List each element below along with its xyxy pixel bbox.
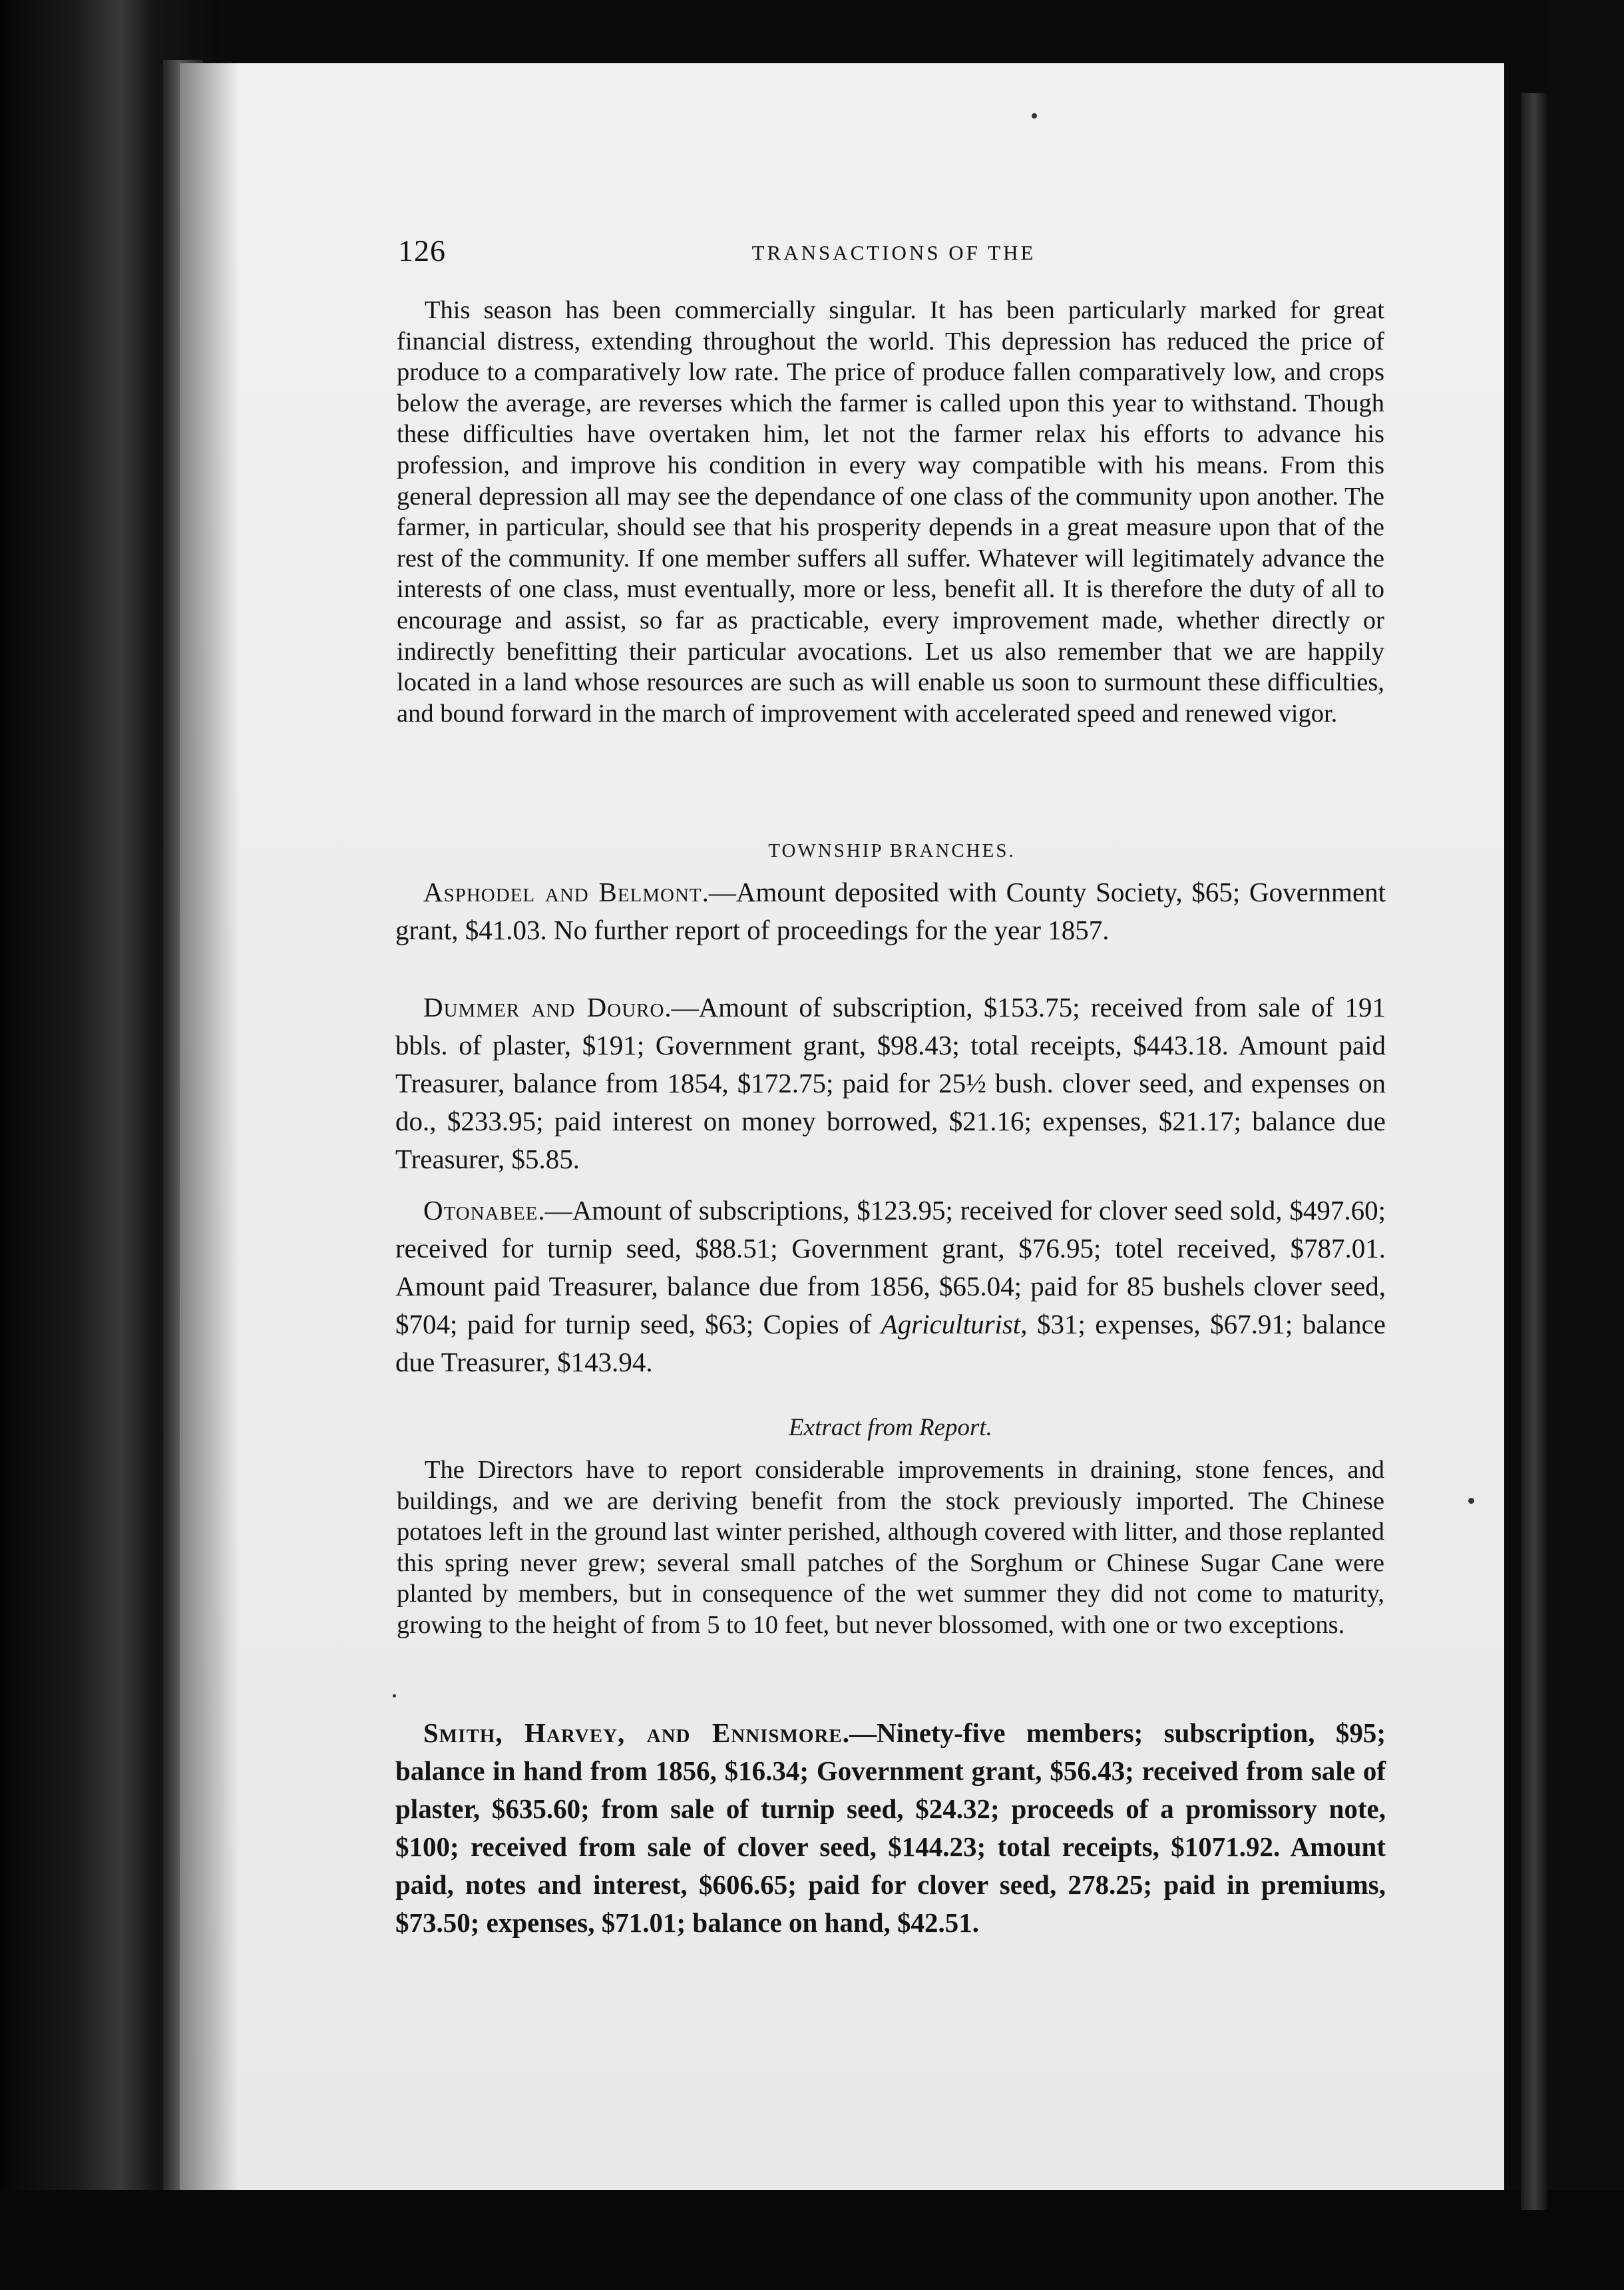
extract-paragraph: The Directors have to report considerable improvements in draining, stone fences, and buildings, and we are deriving benefit from the stock previously imported. The Chinese potatoes left in the ground last winter perished, although covered with litter, and those replanted this spring never grew; several small patches of the Sorghum or Chinese Sugar Cane were planted by members, but in consequence of the wet summer they did not come to maturity, growing to the height of from 5 to 10 feet, but never blossomed, with one or two exceptions. — [397, 1456, 1384, 1639]
entry-otonabee — [395, 1192, 1386, 1381]
entry-text: .—Ninety-five members; subscription, $95; balance in hand from 1856, $16.34; Government grant, $56.43; received from sale of plaster, $635.60; from sale of turnip seed, $24.32; proceeds of a promissory note, $100; received from sale of clover seed, $144.23; total receipts, $1071.92. Amount paid, notes and interest, $606.65; paid for clover seed, 278.25; paid in premiums, $73.50; expenses, $71.01; balance on hand, $42.51. — [395, 1718, 1386, 1938]
extract-heading: Extract from Report. — [789, 1414, 992, 1441]
entry-text-end: $31; expenses, $67.91; balance due Treasurer, $143.94. — [395, 1309, 1386, 1377]
entry-name: Dummer and Douro — [423, 992, 665, 1023]
entry-text: .—Amount of subscriptions, $123.95; received for clover seed sold, $497.60; received for turnip seed, $88.51; Government grant, $76.95; totel received, $787.01. Amount paid Treasurer, balance due from 1856, $65.04; paid for 85 bushels clover seed, $704; paid for turnip seed, $63; Copies of — [395, 1195, 1386, 1339]
entry-name: Smith, Harvey, and Ennismore — [423, 1718, 843, 1748]
page-right-gutter — [1521, 93, 1547, 2210]
entry-text: .—Amount of subscription, $153.75; received from sale of 191 bbls. of plaster, $191; Government grant, $98.43; total receipts, $443.18. Amount paid Treasurer, balance from 1854, $172.75; paid for 25½ bush. clover seed, and expenses on do., $233.95; paid interest on money borrowed, $21.16; expenses, $21.17; balance due Treasurer, $5.85. — [395, 992, 1386, 1174]
entry-asphodel-belmont — [395, 873, 1386, 949]
entry-smith-harvey-ennismore — [395, 1714, 1386, 1942]
film-speck — [393, 1694, 396, 1698]
entry-text: .—Amount deposited with County Society, $65; Government grant, $41.03. No further report of proceedings for the year 1857. — [395, 877, 1386, 945]
microfilm-right-border — [1547, 0, 1624, 2290]
entry-dummer-douro — [395, 989, 1386, 1178]
running-title: TRANSACTIONS OF THE — [751, 241, 1036, 264]
film-speck — [1032, 113, 1037, 118]
entry-name: Otonabee — [423, 1195, 538, 1226]
page-number: 126 — [398, 234, 446, 268]
intro-paragraph: This season has been commercially singular. It has been particularly marked for great financial distress, extending throughout the world. This depression has reduced the price of produce to a comparatively low rate. The price of produce fallen comparatively low, and crops below the average, are reverses which the farmer is called upon this year to withstand. Though these difficulties have overtaken him, let not the farmer relax his efforts to advance his profession, and improve his condition in every way compatible with his means. From this general depression all may see the dependance of one class of the community upon another. The farmer, in particular, should see that his prosperity depends in a great measure upon that of the rest of the community. If one member suffers all suffer. Whatever will legitimately advance the interests of one class, must eventually, more or less, benefit all. It is therefore the duty of all to encourage and assist, so far as practicable, every improvement made, whether directly or indirectly benefitting their particular avocations. Let us also remember that we are happily located in a land whose resources are such as will enable us soon to surmount these difficulties, and bound forward in the march of improvement with accelerated speed and renewed vigor. — [397, 296, 1384, 728]
film-speck — [1468, 1498, 1474, 1504]
entry-name: Asphodel and Belmont — [423, 877, 702, 907]
entry-italic-title: Agriculturist, — [881, 1309, 1028, 1339]
microfilm-bottom-border — [0, 2190, 1624, 2290]
page-binding-shadow — [180, 63, 240, 2190]
section-heading: TOWNSHIP BRANCHES. — [768, 840, 1016, 861]
running-header — [398, 233, 1390, 266]
